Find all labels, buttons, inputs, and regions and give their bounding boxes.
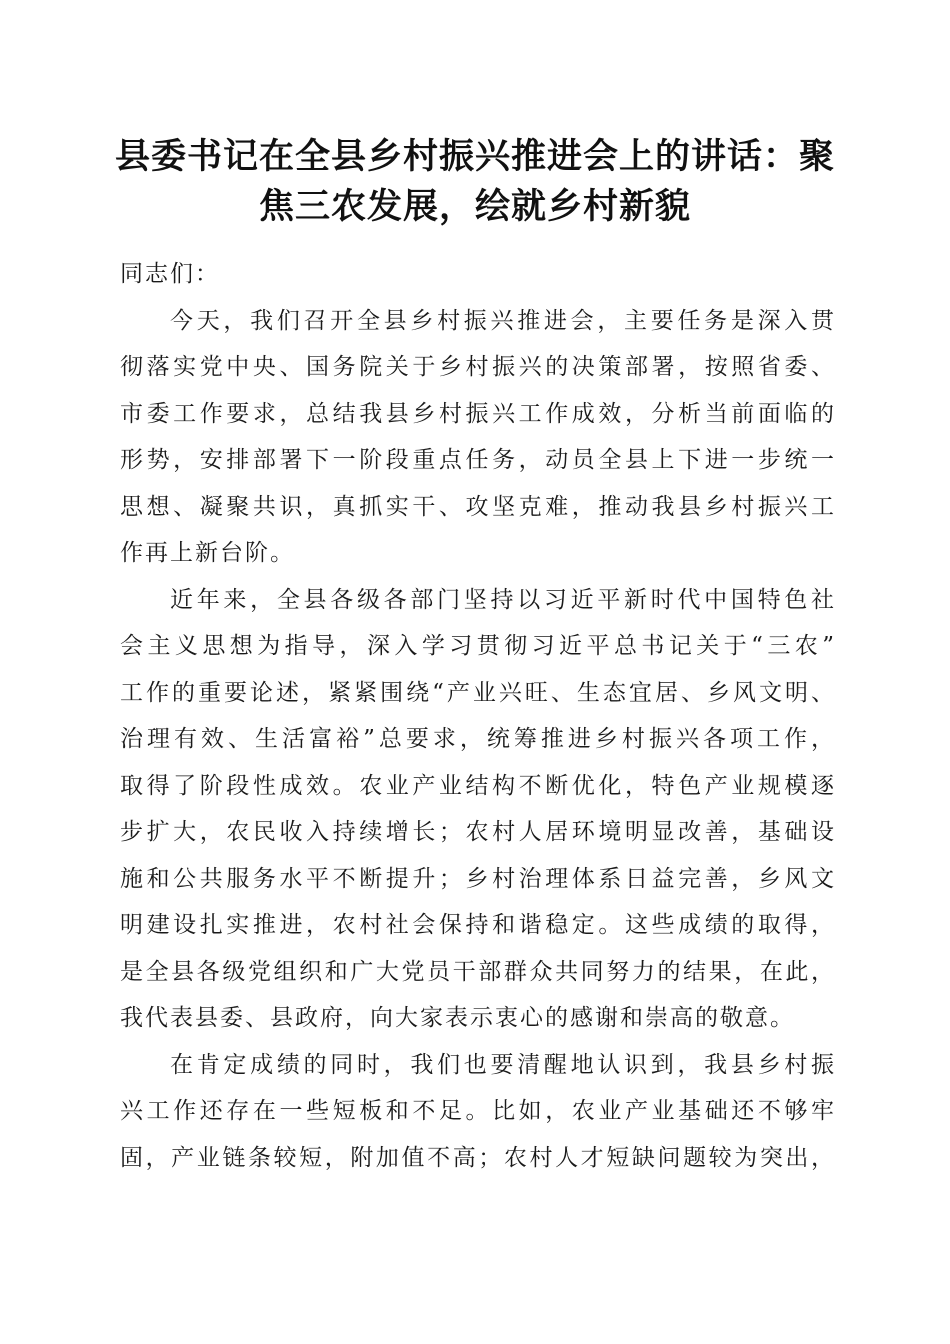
paragraph-line: 我代表县委、县政府，向大家表示衷心的感谢和崇高的敬意。 xyxy=(120,1005,795,1031)
document-title xyxy=(100,132,850,232)
paragraph-line: 在肯定成绩的同时，我们也要清醒地认识到，我县乡村振 xyxy=(170,1051,836,1078)
paragraph-line: 施和公共服务水平不断提升；乡村治理体系日益完善，乡风文 xyxy=(120,865,836,892)
paragraph-2 xyxy=(120,577,836,1042)
paragraph-1 xyxy=(120,298,836,577)
paragraph-line: 近年来，全县各级各部门坚持以习近平新时代中国特色社 xyxy=(170,586,836,613)
paragraph-line: 作再上新台阶。 xyxy=(120,540,295,566)
paragraph-line: 明建设扎实推进，农村社会保持和谐稳定。这些成绩的取得， xyxy=(120,912,836,938)
paragraph-line: 是全县各级党组织和广大党员干部群众共同努力的结果，在此， xyxy=(120,958,836,985)
paragraph-line: 步扩大，农民收入持续增长；农村人居环境明显改善，基础设 xyxy=(120,819,836,845)
paragraph-line: 市委工作要求，总结我县乡村振兴工作成效，分析当前面临的 xyxy=(120,400,836,427)
paragraph-line: 思想、凝聚共识，真抓实干、攻坚克难，推动我县乡村振兴工 xyxy=(120,493,836,520)
title-line-2: 焦三农发展，绘就乡村新貌 xyxy=(258,186,691,227)
paragraph-3 xyxy=(120,1042,836,1182)
paragraph-line: 取得了阶段性成效。农业产业结构不断优化，特色产业规模逐 xyxy=(120,772,836,799)
paragraph-line: 工作的重要论述，紧紧围绕“产业兴旺、生态宜居、乡风文明、 xyxy=(120,679,836,706)
paragraph-line: 固，产业链条较短，附加值不高；农村人才短缺问题较为突出， xyxy=(120,1144,836,1171)
title-line-1: 县委书记在全县乡村振兴推进会上的讲话：聚 xyxy=(114,136,835,177)
paragraph-line: 形势，安排部署下一阶段重点任务，动员全县上下进一步统一 xyxy=(120,447,836,473)
paragraph-line: 兴工作还存在一些短板和不足。比如，农业产业基础还不够牢 xyxy=(120,1098,836,1124)
document-body xyxy=(120,251,836,1181)
salutation: 同志们： xyxy=(120,261,220,287)
paragraph-line: 治理有效、生活富裕”总要求，统筹推进乡村振兴各项工作， xyxy=(120,726,836,752)
paragraph-line: 彻落实党中央、国务院关于乡村振兴的决策部署，按照省委、 xyxy=(120,354,836,380)
paragraph-line: 今天，我们召开全县乡村振兴推进会，主要任务是深入贯 xyxy=(170,307,836,334)
paragraph-line: 会主义思想为指导，深入学习贯彻习近平总书记关于“三农” xyxy=(120,633,836,659)
